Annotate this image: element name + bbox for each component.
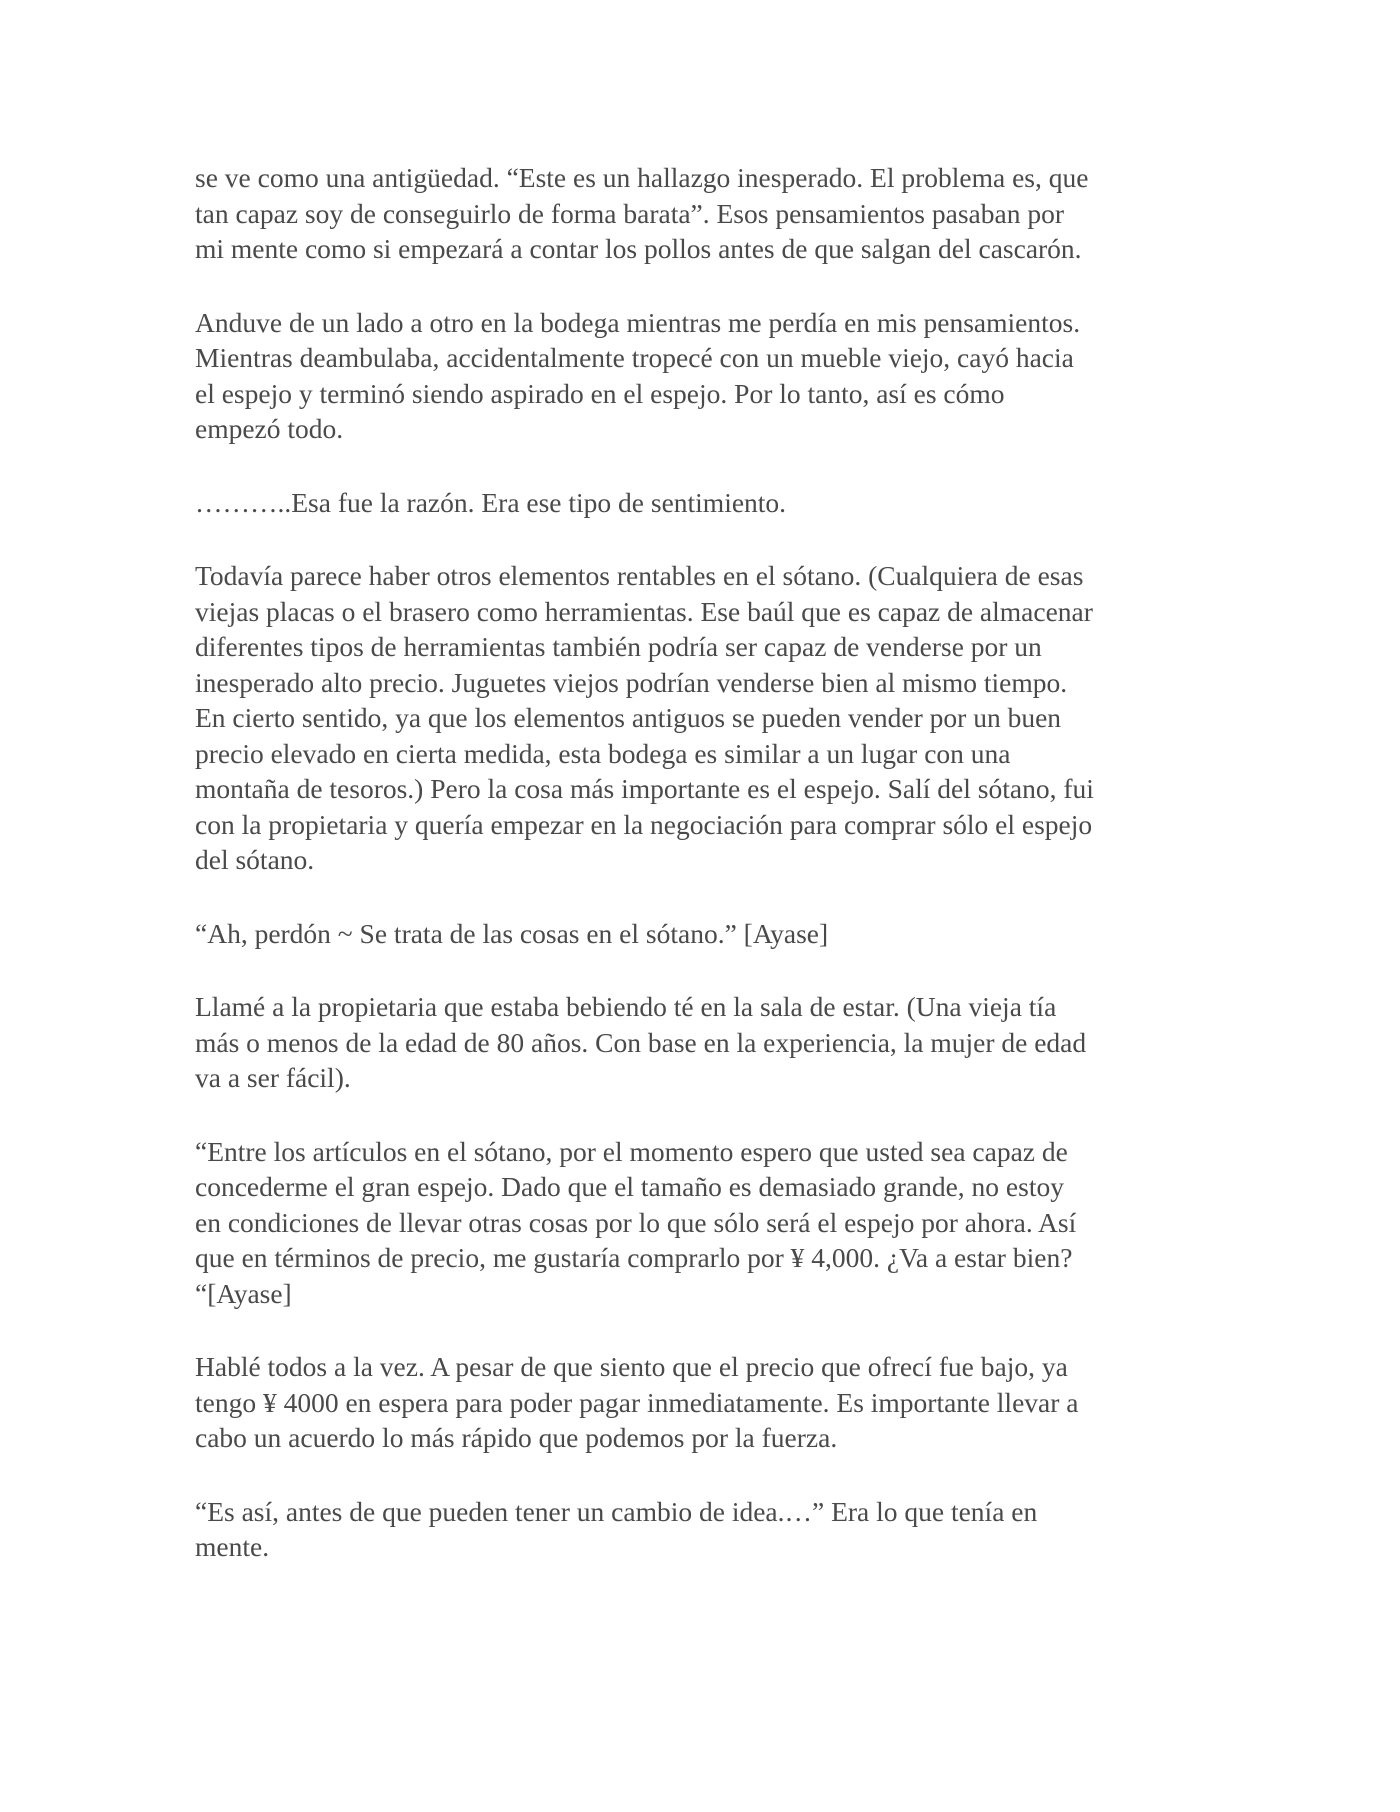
paragraph: Anduve de un lado a otro en la bodega mientras me perdía en mis pensamientos. Mientras deambulaba, accidentalmente tropecé con un mueble viejo, cayó hacia el espejo y terminó siendo aspirado en el espejo. Por lo tanto, así es cómo empezó todo. <box>195 306 1081 444</box>
paragraph: Todavía parece haber otros elementos rentables en el sótano. (Cualquiera de esas viejas placas o el brasero como herramientas. Ese baúl que es capaz de almacenar diferentes tipos de herramientas también podría ser capaz de venderse por un inesperado alto precio. Juguetes viejos podrían venderse bien al mismo tiempo. En cierto sentido, ya que los elementos antiguos se pueden vender por un buen precio elevado en cierta medida, esta bodega es similar a un lugar con una montaña de tesoros.) Pero la cosa más importante es el espejo. Salí del sótano, fui con la propietaria y quería empezar en la negociación para comprar sólo el espejo del sótano. <box>195 560 1094 875</box>
paragraph: Hablé todos a la vez. A pesar de que siento que el precio que ofrecí fue bajo, ya tengo ¥ 4000 en espera para poder pagar inmediatamente. Es importante llevar a cabo un acuerdo lo más rápido que podemos por la fuerza. <box>195 1351 1079 1453</box>
paragraph: Llamé a la propietaria que estaba bebiendo té en la sala de estar. (Una vieja tía más o menos de la edad de 80 años. Con base en la experiencia, la mujer de edad va a ser fácil). <box>195 991 1087 1093</box>
paragraph: se ve como una antigüedad. “Este es un hallazgo inesperado. El problema es, que tan capaz soy de conseguirlo de forma barata”. Esos pensamientos pasaban por mi mente como si empezará a contar los pollos antes de que salgan del cascarón. <box>195 162 1089 264</box>
dialogue-paragraph: “Es así, antes de que pueden tener un cambio de idea.…” Era lo que tenía en mente. <box>195 1495 1038 1562</box>
document-body <box>195 160 1215 1603</box>
dialogue-paragraph: “Ah, perdón ~ Se trata de las cosas en el sótano.” [Ayase] <box>195 917 829 949</box>
paragraph: ………..Esa fue la razón. Era ese tipo de sentimiento. <box>195 486 787 518</box>
dialogue-paragraph: “Entre los artículos en el sótano, por el momento espero que usted sea capaz de concederme el gran espejo. Dado que el tamaño es demasiado grande, no estoy en condiciones de llevar otras cosas por lo que sólo será el espejo por ahora. Así que en términos de precio, me gustaría comprarlo por ¥ 4,000. ¿Va a estar bien? “[Ayase] <box>195 1135 1077 1309</box>
